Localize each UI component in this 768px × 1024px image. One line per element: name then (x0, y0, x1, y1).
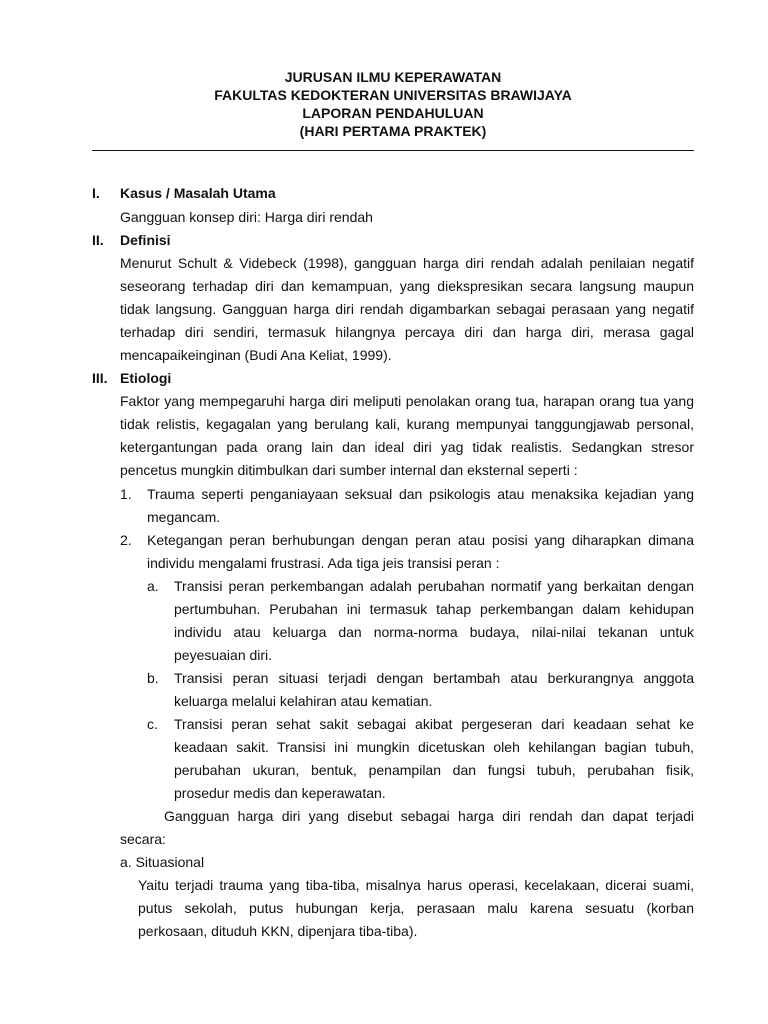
sublist-a-line: Transisi peran perkembangan adalah perubahan normatif yang berkaitan dengan (174, 578, 694, 594)
definition-line: tidak langsung. Gangguan harga diri rendah digambarkan sebagai perasaan yang negatif (120, 301, 694, 317)
definition-line: terhadap diri sendiri, termasuk hilangnya percaya diri dan harga diri, merasa gagal (120, 324, 694, 340)
sublist-c-line: prosedur medis dan keperawatan. (174, 785, 386, 801)
definition-line: Menurut Schult & Videbeck (1998), gangguan harga diri rendah adalah penilaian negatif (120, 255, 694, 271)
sublist-b-line: Transisi peran situasi terjadi dengan bertambah atau berkurangnya anggota (174, 670, 694, 686)
sublist-c-line: keadaan sakit. Transisi ini mungkin dicetuskan oleh kehilangan bagian tubuh, (174, 739, 694, 755)
list-item-2-line: Ketegangan peran berhubungan dengan peran atau posisi yang diharapkan dimana (147, 532, 694, 548)
section-2-number: II. (92, 232, 104, 248)
section-3-number: III. (92, 370, 108, 386)
list-item-1-line: megancam. (147, 509, 221, 525)
list-item-2-number: 2. (120, 532, 132, 548)
section-2-title: Definisi (120, 232, 171, 248)
sublist-c-letter: c. (147, 716, 158, 732)
definition-line: seseorang terhadap diri dan kemampuan, yang diekspresikan secara langsung maupun (120, 278, 694, 294)
sublist-a-line: pertumbuhan. Perubahan ini termasuk tahap perkembangan dalam kehidupan (174, 601, 694, 617)
list-item-1-line: Trauma seperti penganiayaan seksual dan psikologis atau menaksika kejadian yang (147, 486, 694, 502)
section-1-number: I. (92, 185, 100, 201)
header-subtitle: (HARI PERTAMA PRAKTEK) (299, 123, 487, 139)
list-item-1-number: 1. (120, 486, 132, 502)
sublist-a-letter: a. (147, 578, 159, 594)
header-report-title: LAPORAN PENDAHULUAN (302, 105, 484, 121)
etiology-line: Faktor yang mempegaruhi harga diri meliputi penolakan orang tua, harapan orang tua yang (120, 393, 694, 409)
header-department: JURUSAN ILMU KEPERAWATAN (284, 69, 502, 85)
document-header (92, 68, 694, 140)
etiology-line: pencetus mungkin ditimbulkan dari sumber internal dan eksternal seperti : (120, 462, 578, 478)
sublist-c-line: Transisi peran sehat sakit sebagai akibat pergeseran dari keadaan sehat ke (174, 716, 694, 732)
situasional-label: a. Situasional (120, 854, 205, 870)
sublist-b-line: keluarga melalui kelahiran atau kematian. (174, 693, 433, 709)
sublist-a-line: individu atau keluarga dan norma-norma budaya, nilai-nilai tekanan untuk (174, 624, 694, 640)
paragraph-line: secara: (120, 831, 166, 847)
situasional-line: putus sekolah, putus hubungan kerja, perasaan malu karena sesuatu (korban (138, 900, 694, 916)
sublist-b-letter: b. (147, 670, 159, 686)
situasional-line: perkosaan, dituduh KKN, dipenjara tiba-tiba). (138, 923, 418, 939)
header-faculty: FAKULTAS KEDOKTERAN UNIVERSITAS BRAWIJAYA (214, 87, 572, 103)
situasional-line: Yaitu terjadi trauma yang tiba-tiba, misalnya harus operasi, kecelakaan, dicerai suami, (138, 877, 694, 893)
sublist-c-line: perubahan ukuran, bentuk, penampilan dan fungsi tubuh, perubahan fisik, (174, 762, 694, 778)
etiology-line: tidak relistis, kegagalan yang berulang kali, kurang mempunyai tanggungjawab personal, (120, 416, 694, 432)
section-1-body: Gangguan konsep diri: Harga diri rendah (120, 209, 373, 225)
definition-line: mencapaikeinginan (Budi Ana Keliat, 1999). (120, 347, 392, 363)
etiology-line: ketergantungan pada orang lain dan ideal diri yag tidak realistis. Sedangkan stresor (120, 439, 694, 455)
paragraph-line: Gangguan harga diri yang disebut sebagai harga diri rendah dan dapat terjadi (164, 808, 694, 824)
section-1-title: Kasus / Masalah Utama (120, 185, 276, 201)
section-3-title: Etiologi (120, 370, 172, 386)
list-item-2-line: individu mengalami frustrasi. Ada tiga jeis transisi peran : (147, 555, 500, 571)
header-divider (92, 150, 694, 151)
sublist-a-line: peyesuaian diri. (174, 647, 273, 663)
